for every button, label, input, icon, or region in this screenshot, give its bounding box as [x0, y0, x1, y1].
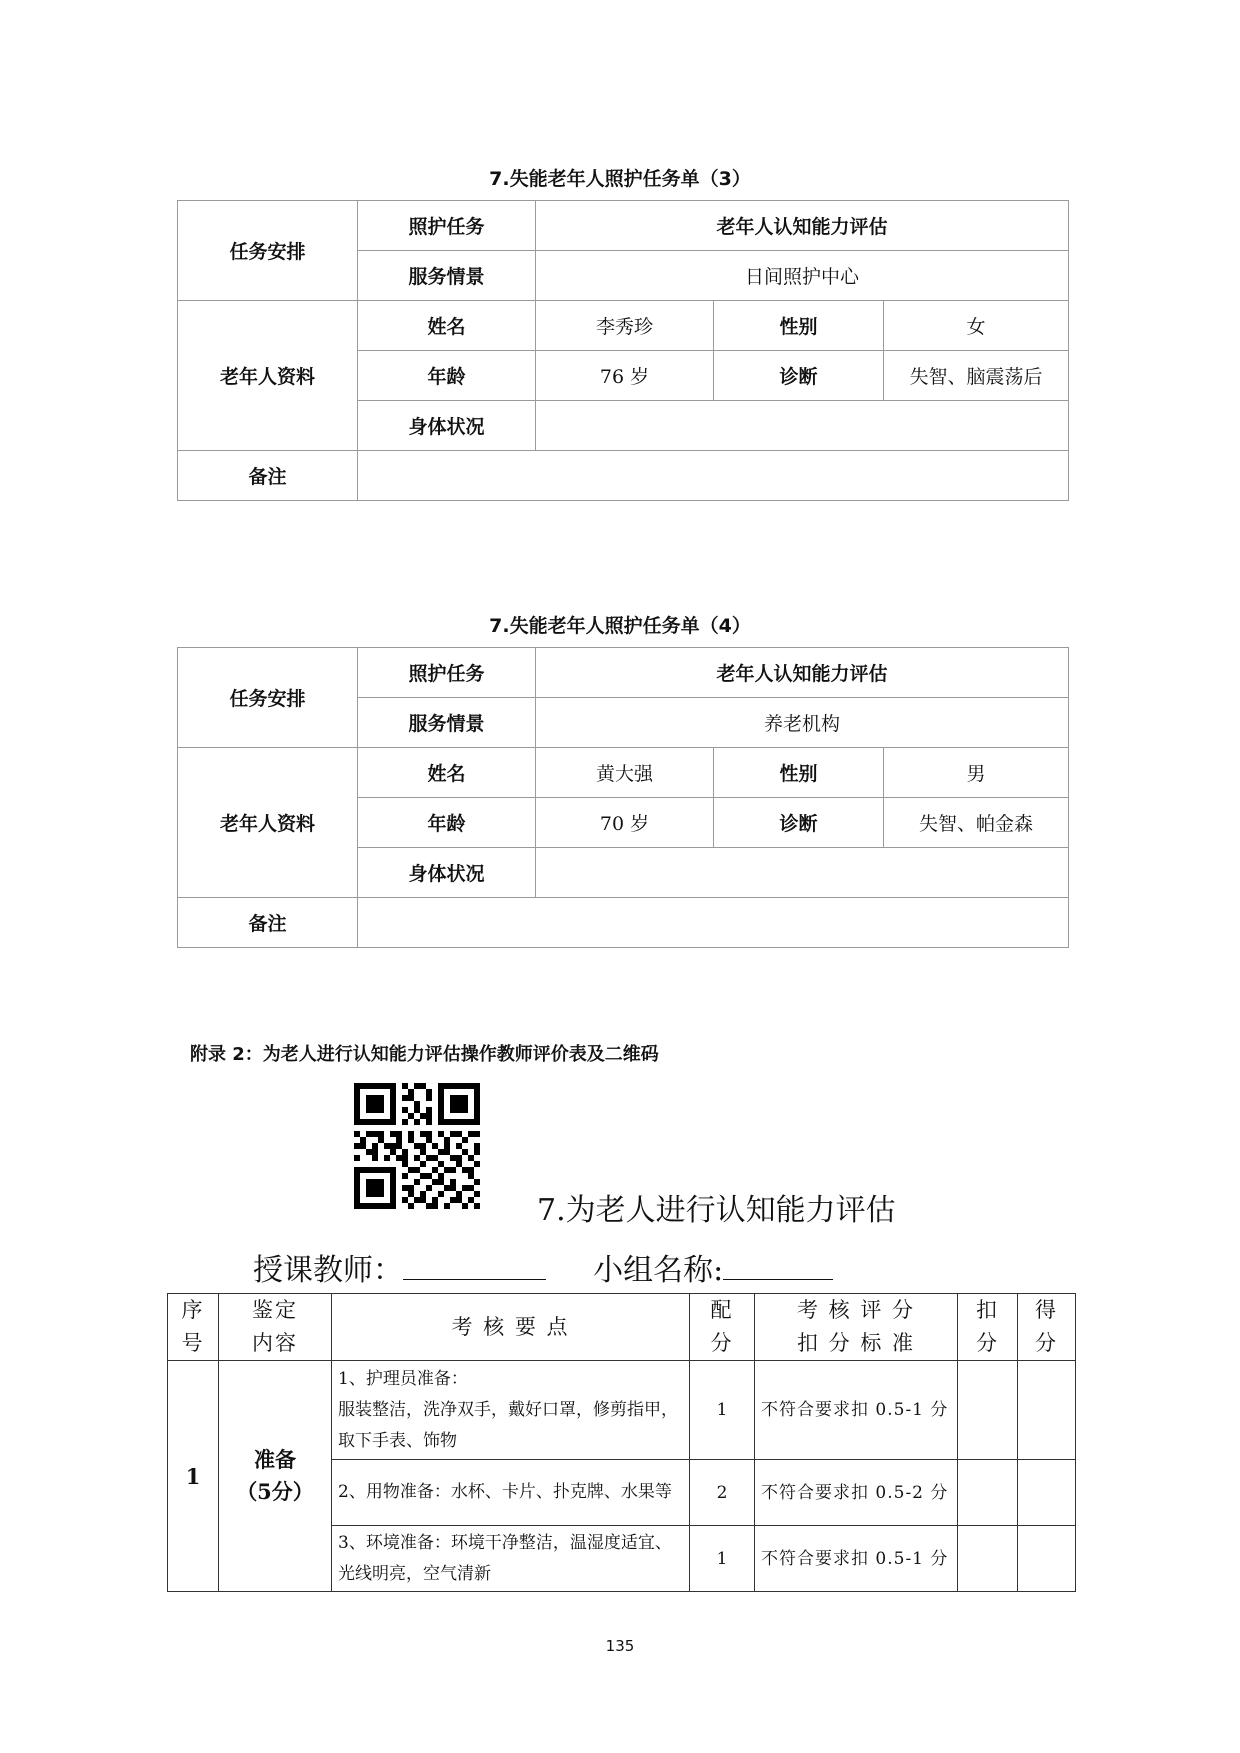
scene-label: 服务情景 [358, 698, 536, 748]
name-value: 黄大强 [536, 748, 714, 798]
teacher-name-blank[interactable] [403, 1251, 546, 1280]
arrangement-label: 任务安排 [178, 201, 358, 301]
task-sheet-3-title: 7.失能老年人照护任务单（3） [489, 168, 751, 190]
header-score: 配 分 [690, 1294, 755, 1361]
page-number: 135 [605, 1637, 635, 1655]
name-label: 姓名 [358, 301, 536, 351]
scene-value: 日间照护中心 [536, 251, 1069, 301]
name-label: 姓名 [358, 748, 536, 798]
task-sheet-4-table [177, 647, 1069, 948]
age-label: 年龄 [358, 798, 536, 848]
group-name-blank[interactable] [723, 1251, 833, 1280]
task-sheet-3-table [177, 200, 1069, 501]
task-sheet-4-title: 7.失能老年人照护任务单（4） [489, 615, 751, 637]
remark-value [358, 898, 1069, 948]
gender-label: 性别 [714, 748, 884, 798]
group-label: 小组名称: [593, 1253, 724, 1288]
section-index: 1 [168, 1361, 219, 1592]
section-category: 准备 （5分） [219, 1361, 332, 1592]
deduction-criteria: 不符合要求扣 0.5-1 分 [755, 1361, 958, 1460]
gender-value: 男 [884, 748, 1069, 798]
age-label: 年龄 [358, 351, 536, 401]
qr-code-image [354, 1083, 480, 1209]
diagnosis-value: 失智、帕金森 [884, 798, 1069, 848]
table-row [168, 1361, 1076, 1460]
body-condition-value [536, 401, 1069, 451]
appendix-title: 附录 2：为老人进行认知能力评估操作教师评价表及二维码 [190, 1044, 659, 1065]
evaluation-table [167, 1293, 1076, 1592]
deduct-cell[interactable] [958, 1361, 1018, 1460]
header-content: 鉴定 内容 [219, 1294, 332, 1361]
diagnosis-label: 诊断 [714, 351, 884, 401]
body-condition-label: 身体状况 [358, 401, 536, 451]
body-condition-label: 身体状况 [358, 848, 536, 898]
care-task-label: 照护任务 [358, 201, 536, 251]
get-cell[interactable] [1018, 1361, 1076, 1460]
deduction-criteria: 不符合要求扣 0.5-2 分 [755, 1460, 958, 1526]
assessment-point: 1、护理员准备： 服装整洁，洗净双手，戴好口罩，修剪指甲，取下手表、饰物 [332, 1361, 690, 1460]
gender-value: 女 [884, 301, 1069, 351]
score-value: 1 [690, 1526, 755, 1592]
deduct-cell[interactable] [958, 1460, 1018, 1526]
age-value: 76 岁 [536, 351, 714, 401]
teacher-group-line [253, 1245, 833, 1289]
header-index: 序 号 [168, 1294, 219, 1361]
score-value: 1 [690, 1361, 755, 1460]
header-points: 考 核 要 点 [332, 1294, 690, 1361]
deduct-cell[interactable] [958, 1526, 1018, 1592]
body-condition-value [536, 848, 1069, 898]
diagnosis-label: 诊断 [714, 798, 884, 848]
care-task-label: 照护任务 [358, 648, 536, 698]
get-cell[interactable] [1018, 1526, 1076, 1592]
remark-label: 备注 [178, 451, 358, 501]
diagnosis-value: 失智、脑震荡后 [884, 351, 1069, 401]
remark-value [358, 451, 1069, 501]
get-cell[interactable] [1018, 1460, 1076, 1526]
deduction-criteria: 不符合要求扣 0.5-1 分 [755, 1526, 958, 1592]
scene-label: 服务情景 [358, 251, 536, 301]
header-criteria: 考 核 评 分 扣 分 标 准 [755, 1294, 958, 1361]
score-value: 2 [690, 1460, 755, 1526]
care-task-value: 老年人认知能力评估 [536, 648, 1069, 698]
header-get: 得 分 [1018, 1294, 1076, 1361]
profile-label: 老年人资料 [178, 301, 358, 451]
evaluation-title: 7.为老人进行认知能力评估 [537, 1193, 896, 1228]
header-deduct: 扣 分 [958, 1294, 1018, 1361]
age-value: 70 岁 [536, 798, 714, 848]
arrangement-label: 任务安排 [178, 648, 358, 748]
name-value: 李秀珍 [536, 301, 714, 351]
teacher-label: 授课教师： [253, 1253, 403, 1288]
scene-value: 养老机构 [536, 698, 1069, 748]
remark-label: 备注 [178, 898, 358, 948]
care-task-value: 老年人认知能力评估 [536, 201, 1069, 251]
assessment-point: 3、环境准备：环境干净整洁，温湿度适宜、光线明亮，空气清新 [332, 1526, 690, 1592]
profile-label: 老年人资料 [178, 748, 358, 898]
assessment-point: 2、用物准备：水杯、卡片、扑克牌、水果等 [332, 1460, 690, 1526]
gender-label: 性别 [714, 301, 884, 351]
header-row [168, 1294, 1076, 1361]
